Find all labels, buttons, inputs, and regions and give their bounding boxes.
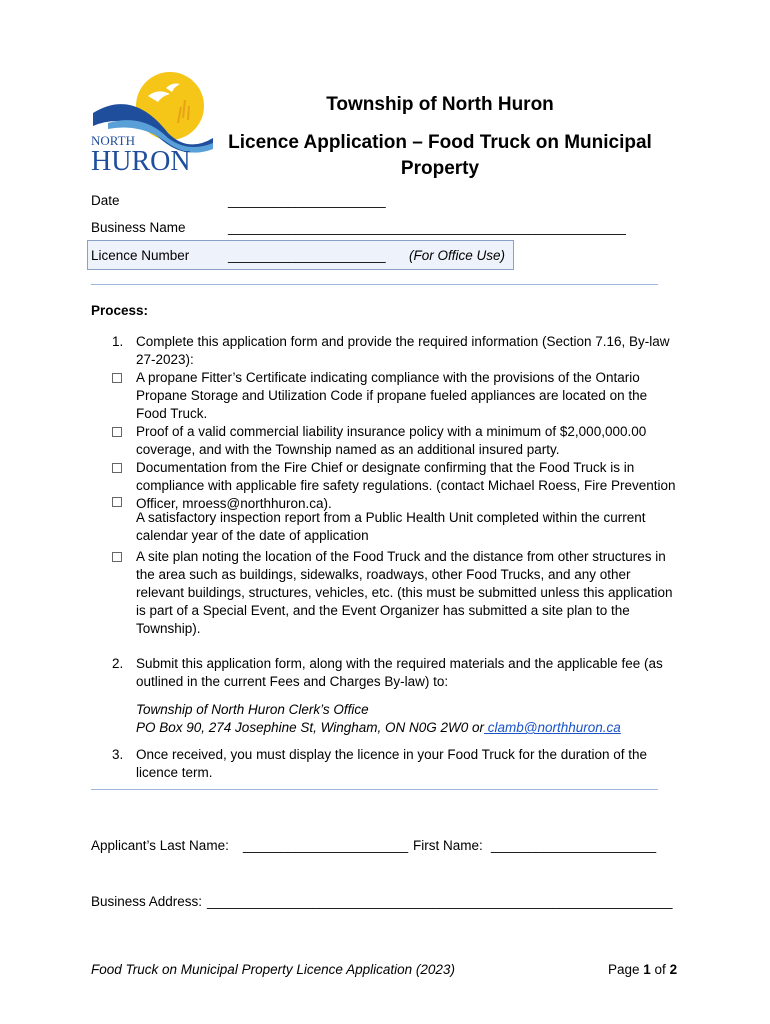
process-heading: Process: — [91, 303, 149, 318]
mailing-address — [136, 701, 621, 737]
logo-text-huron: HURON — [91, 146, 191, 177]
step-number: 3. — [112, 747, 124, 762]
requirement-text: Documentation from the Fire Chief or designate confirming that the Food Truck is in compliance with applicable fire safety regulations. (contact Michael Roess, Fire Prevention Officer, mroess@northhuron.ca). — [136, 460, 676, 511]
step-1 — [112, 333, 672, 369]
requirement-3 — [112, 459, 676, 513]
address-line-1: Township of North Huron Clerk’s Office — [136, 702, 369, 717]
requirement-1 — [112, 369, 672, 423]
business-name-label: Business Name — [91, 220, 186, 235]
checkbox[interactable] — [112, 552, 122, 562]
page-prefix: Page — [608, 962, 644, 977]
date-label: Date — [91, 193, 120, 208]
page-of: of — [650, 962, 670, 977]
page-title: Township of North Huron — [326, 94, 554, 115]
step-text: Submit this application form, along with the required materials and the applicable fee (as outlined in the current Fees and Charges By-law) to: — [136, 656, 663, 689]
divider — [91, 284, 658, 285]
requirement-text: A site plan noting the location of the Food Truck and the distance from other structures in the area such as buildings, sidewalks, roadways, other Food Trucks, and any other relevant buildings, structures, vehicles, etc. (this must be submitted unless this application is part of a Special Event, and the Event Organizer has submitted a site plan to the Township). — [136, 549, 673, 636]
step-number: 1. — [112, 334, 124, 349]
page-number — [608, 962, 677, 977]
date-field[interactable]: _____________________ — [228, 193, 386, 208]
licence-number-field[interactable]: _____________________ — [228, 248, 386, 263]
clerk-email-link[interactable]: clamb@northhuron.ca — [484, 720, 621, 735]
business-name-field[interactable]: _____________________________________________________ — [228, 220, 626, 235]
first-name-label: First Name: — [413, 838, 483, 853]
first-name-field[interactable]: ______________________ — [491, 838, 657, 853]
form-title: Licence Application – Food Truck on Municipal Property — [228, 132, 652, 179]
requirement-text: Proof of a valid commercial liability insurance policy with a minimum of $2,000,000.00 coverage, and with the Township named as an additional insured party. — [136, 424, 647, 457]
checkbox[interactable] — [112, 463, 122, 473]
requirement-2 — [112, 423, 672, 459]
step-2 — [112, 655, 672, 691]
step-text: Once received, you must display the licence in your Food Truck for the duration of the licence term. — [136, 747, 648, 780]
footer-form-name: Food Truck on Municipal Property Licence Application (2023) — [91, 962, 455, 977]
north-huron-logo — [88, 68, 213, 178]
requirement-4 — [112, 509, 672, 545]
checkbox[interactable] — [112, 497, 122, 507]
step-text: Complete this application form and provide the required information (Section 7.16, By-law 27-2023): — [136, 334, 670, 367]
checkbox[interactable] — [112, 373, 122, 383]
licence-number-label: Licence Number — [91, 248, 190, 263]
last-name-field[interactable]: ______________________ — [243, 838, 409, 853]
step-number: 2. — [112, 656, 124, 671]
requirement-text: A satisfactory inspection report from a Public Health Unit completed within the current calendar year of the date of application — [136, 510, 646, 543]
checkbox[interactable] — [112, 427, 122, 437]
office-use-note: (For Office Use) — [409, 248, 506, 263]
business-address-label: Business Address: — [91, 894, 203, 909]
last-name-label: Applicant’s Last Name: — [91, 838, 229, 853]
requirement-5 — [112, 548, 672, 638]
requirement-text: A propane Fitter’s Certificate indicating compliance with the provisions of the Ontario Propane Storage and Utilization Code if propane fueled appliances are located on the Food Truck. — [136, 370, 648, 421]
page-current: 1 — [643, 962, 651, 977]
address-line-2: PO Box 90, 274 Josephine St, Wingham, ON N0G 2W0 or — [136, 720, 485, 735]
page-total: 2 — [669, 962, 678, 977]
business-address-field[interactable]: ______________________________________________________________ — [207, 894, 673, 909]
divider — [91, 789, 658, 790]
step-3 — [112, 746, 672, 782]
logo-text-north: NORTH — [91, 133, 135, 148]
